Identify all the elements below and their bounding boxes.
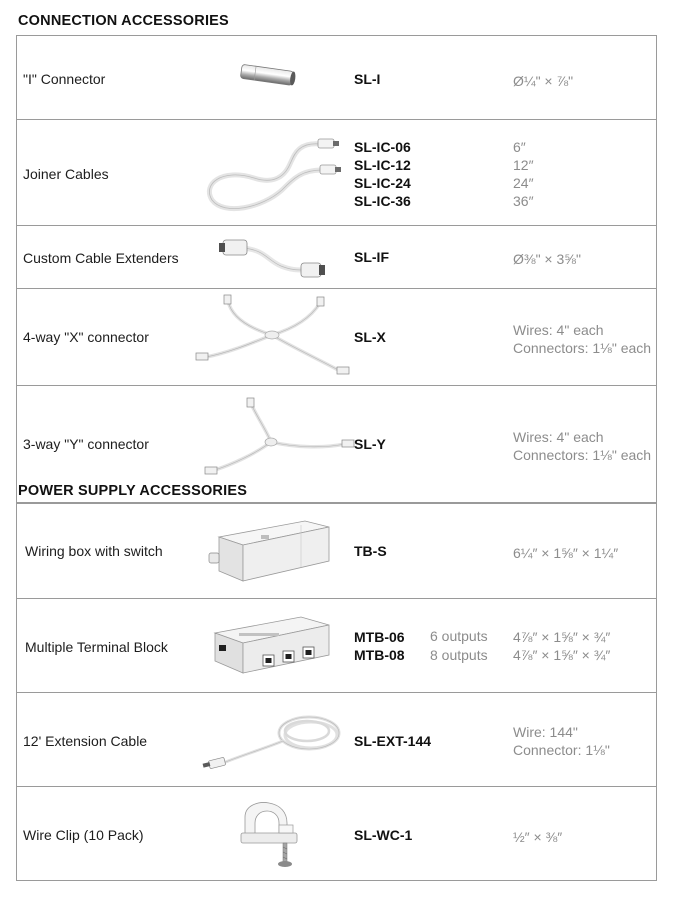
spec-value: 36″ xyxy=(513,193,534,209)
terminal-block-icon xyxy=(209,611,335,683)
y-connector-icon xyxy=(197,398,357,480)
connection-accessories-title: CONNECTION ACCESSORIES xyxy=(18,13,229,29)
product-name: Wire Clip (10 Pack) xyxy=(23,827,144,843)
table-row xyxy=(17,120,656,226)
sku-list xyxy=(354,542,387,560)
spec-value: Wires: 4" each xyxy=(513,322,604,338)
sku-list xyxy=(354,826,412,844)
product-name: 4-way "X" connector xyxy=(23,329,149,345)
power-supply-accessories-title: POWER SUPPLY ACCESSORIES xyxy=(18,483,248,499)
table-row xyxy=(17,599,656,693)
spec-list xyxy=(513,544,618,562)
spec-value: ½″ × ⅜″ xyxy=(513,829,563,845)
table-row xyxy=(17,36,656,120)
sku-list xyxy=(354,328,386,346)
spec-value: Connector: 1⅛" xyxy=(513,742,610,758)
sku-code: SL-EXT-144 xyxy=(354,733,432,749)
extension-cable-icon xyxy=(193,707,353,775)
sku-code: SL-IF xyxy=(354,249,389,265)
product-name: Custom Cable Extenders xyxy=(23,250,179,266)
sku-code: TB-S xyxy=(354,543,387,559)
sku-code: SL-IC-24 xyxy=(354,175,411,191)
power-supply-accessories-table xyxy=(16,502,657,881)
sku-list xyxy=(354,435,386,453)
table-row xyxy=(17,693,656,787)
spec-value: 4⅞″ × 1⅝″ × ¾″ xyxy=(513,647,611,663)
spec-list xyxy=(513,628,610,664)
product-name: Multiple Terminal Block xyxy=(25,639,168,655)
sku-code: SL-Y xyxy=(354,436,386,452)
table-row xyxy=(17,226,656,289)
sku-list xyxy=(354,732,431,750)
spec-value: 6″ xyxy=(513,139,526,155)
spec-value: Ø¼" × ⅞" xyxy=(513,73,574,89)
product-name: "I" Connector xyxy=(23,71,106,87)
spec-value: 6¼″ × 1⅝″ × 1¼″ xyxy=(513,545,619,561)
table-row xyxy=(17,289,656,386)
sku-list xyxy=(354,248,389,266)
wiring-box-icon xyxy=(205,517,335,585)
product-name: 12' Extension Cable xyxy=(23,733,148,749)
connection-accessories-table xyxy=(16,35,657,504)
x-connector-icon xyxy=(192,295,352,381)
sku-code: SL-IC-06 xyxy=(354,139,411,155)
sku-code: SL-X xyxy=(354,329,386,345)
product-name: Wiring box with switch xyxy=(25,543,163,559)
sku-list xyxy=(354,138,411,210)
sku-code: SL-WC-1 xyxy=(354,827,413,843)
spec-list xyxy=(513,723,610,759)
sku-list xyxy=(354,628,405,664)
sku-code: MTB-08 xyxy=(354,647,405,663)
spec-list xyxy=(513,138,534,210)
spec-value: Ø⅜" × 3⅝" xyxy=(513,251,581,267)
spec-list xyxy=(513,828,562,846)
output-count: 8 outputs xyxy=(430,646,488,663)
spec-list xyxy=(513,428,651,464)
product-name: 3-way "Y" connector xyxy=(23,436,149,452)
table-row xyxy=(17,787,656,881)
output-count: 6 outputs xyxy=(430,628,488,644)
spec-value: Wire: 144" xyxy=(513,724,578,740)
spec-value: Connectors: 1⅛" each xyxy=(513,447,652,463)
i-connector-icon xyxy=(237,58,299,92)
spec-value: Wires: 4" each xyxy=(513,429,604,445)
spec-list xyxy=(513,250,581,268)
sku-code: MTB-06 xyxy=(354,629,405,645)
output-count-list xyxy=(430,627,488,664)
spec-value: 24″ xyxy=(513,175,534,191)
sku-code: SL-IC-12 xyxy=(354,157,411,173)
joiner-cable-icon xyxy=(202,134,342,216)
spec-list xyxy=(513,72,573,90)
spec-value: 12″ xyxy=(513,157,534,173)
sku-code: SL-I xyxy=(354,71,381,87)
sku-code: SL-IC-36 xyxy=(354,193,411,209)
wire-clip-icon xyxy=(239,797,303,871)
table-row xyxy=(17,503,656,599)
sku-list xyxy=(354,70,380,88)
spec-value: 4⅞″ × 1⅝″ × ¾″ xyxy=(513,629,611,645)
product-name: Joiner Cables xyxy=(23,166,109,182)
cable-extender-icon xyxy=(217,232,329,284)
spec-value: Connectors: 1⅛" each xyxy=(513,340,652,356)
spec-list xyxy=(513,321,651,357)
